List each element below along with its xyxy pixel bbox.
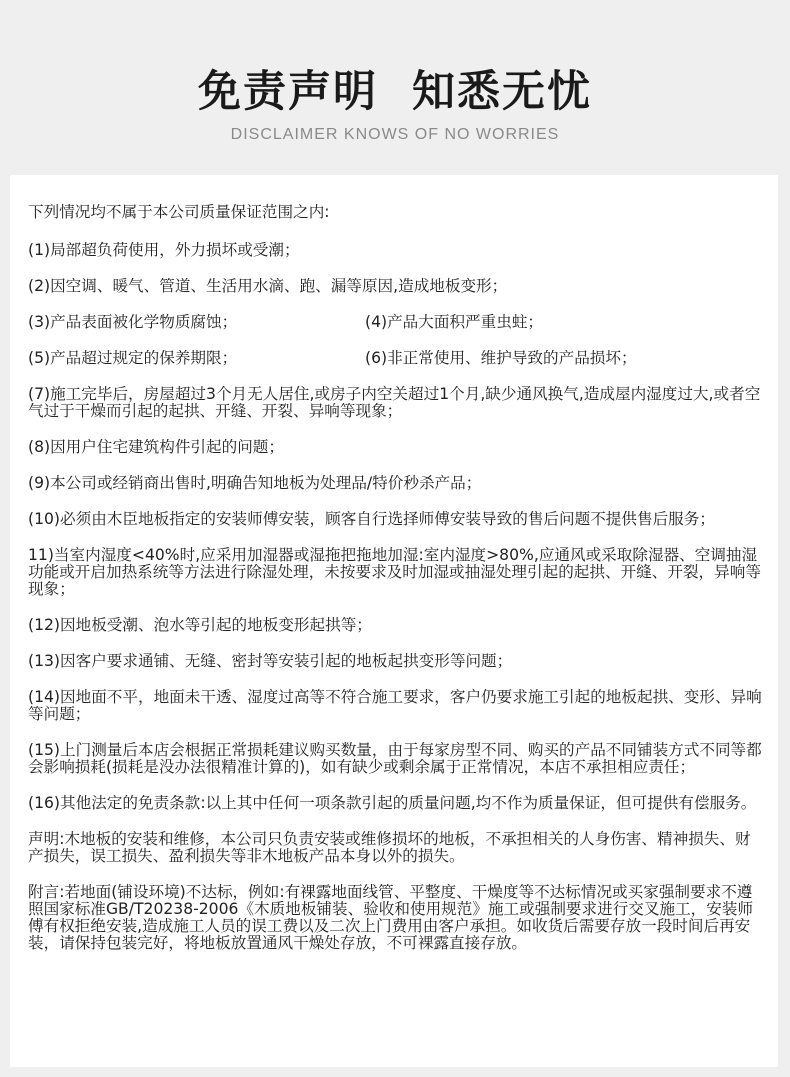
disclaimer-item-4: (4)产品大面积严重虫蛀；	[365, 313, 544, 331]
disclaimer-item-2: (2)因空调、暖气、管道、生活用水滴、跑、漏等原因,造成地板变形；	[28, 277, 508, 295]
disclaimer-item-5: (5)产品超过规定的保养期限；	[28, 349, 238, 367]
disclaimer-item-1: (1)局部超负荷使用，外力损坏或受潮；	[28, 241, 300, 259]
disclaimer-item-14: (14)因地面不平，地面未干透、湿度过高等不符合施工要求，客户仍要求施工引起的地板起拱、变形、异响等问题；	[28, 688, 762, 723]
disclaimer-item-10: (10)必须由木臣地板指定的安装师傅安装，顾客自行选择师傅安装导致的售后问题不提供售后服务；	[28, 510, 715, 528]
disclaimer-row-3-4	[28, 314, 766, 331]
disclaimer-item-13: (13)因客户要求通铺、无缝、密封等安装引起的地板起拱变形等问题；	[28, 652, 513, 670]
disclaimer-content	[28, 204, 766, 971]
disclaimer-item-3: (3)产品表面被化学物质腐蚀；	[28, 313, 238, 331]
disclaimer-card	[10, 175, 778, 1067]
disclaimer-item-6: (6)非正常使用、维护导致的产品损坏；	[365, 349, 637, 367]
disclaimer-item-8: (8)因用户住宅建筑构件引起的问题；	[28, 438, 284, 456]
disclaimer-statement: 声明:木地板的安装和维修，本公司只负责安装或维修损坏的地板，不承担相关的人身伤害、精神损失、财产损失，误工损失、盈利损失等非木地板产品本身以外的损失。	[28, 830, 751, 865]
disclaimer-item-16: (16)其他法定的免责条款:以上其中任何一项条款引起的质量问题,均不作为质量保证，但可提供有偿服务。	[28, 794, 757, 812]
disclaimer-item-11: 11)当室内湿度<40%时,应采用加湿器或湿拖把拖地加湿:室内湿度>80%,应通风或采取除湿器、空调抽湿功能或开启加热系统等方法进行除湿处理，未按要求及时加湿或抽湿处理引起的起拱、开缝、开裂，异响等现象；	[28, 546, 761, 598]
page-title: 免责声明 知悉无忧	[198, 67, 592, 117]
disclaimer-item-9: (9)本公司或经销商出售时,明确告知地板为处理品/特价秒杀产品；	[28, 474, 482, 492]
disclaimer-appendix: 附言:若地面(铺设环境)不达标，例如:有裸露地面线管、平整度、干燥度等不达标情况或买家强制要求不遵照国家标准GB/T20238-2006《木质地板铺装、验收和使用规范》施工或强制要求进行交叉施工，安装师傅有权拒绝安装,造成施工人员的误工费以及二次上门费用由客户承担。如收货后需要存放一段时间后再安装，请保持包装完好，将地板放置通风干燥处存放，不可裸露直接存放。	[28, 883, 754, 952]
disclaimer-item-7: (7)施工完毕后，房屋超过3个月无人居住,或房子内空关超过1个月,缺少通风换气,造成屋内湿度过大,或者空气过于干燥而引起的起拱、开缝、开裂、异响等现象；	[28, 385, 761, 420]
disclaimer-item-12: (12)因地板受潮、泡水等引起的地板变形起拱等；	[28, 616, 372, 634]
disclaimer-item-15: (15)上门测量后本店会根据正常损耗建议购买数量，由于每家房型不同、购买的产品不同铺装方式不同等都会影响损耗(损耗是没办法很精准计算的)，如有缺少或剩余属于正常情况，本店不承担相应责任；	[28, 741, 762, 776]
disclaimer-row-5-6	[28, 350, 766, 367]
disclaimer-intro: 下列情况均不属于本公司质量保证范围之内:	[28, 203, 330, 221]
page-subtitle: DISCLAIMER KNOWS OF NO WORRIES	[230, 126, 560, 143]
